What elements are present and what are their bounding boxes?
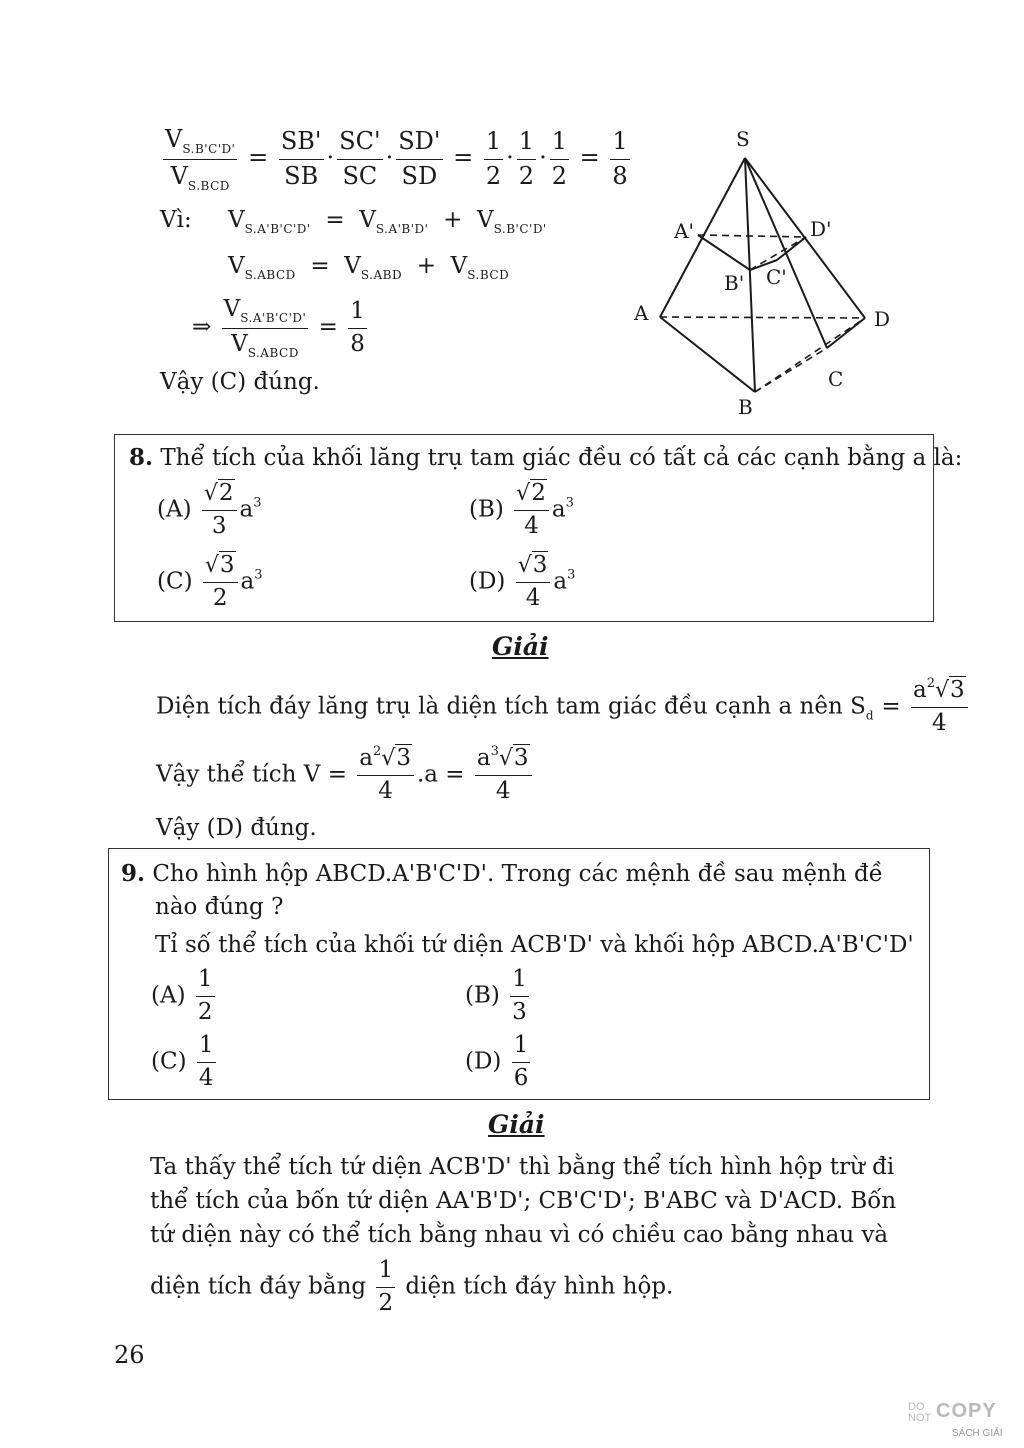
- question-8-text: 8. Thể tích của khối lăng trụ tam giác đều có tất cả các cạnh bằng a là:: [129, 444, 963, 471]
- solution-8-line-2: Vậy thể tích V = $\frac{a^2√3}{4}$ .a = $\frac{a^3√3}{4}$: [156, 744, 535, 807]
- equation-2: $V_{S.ABCD} = V_{S.ABD} + V_{S.BCD}$: [228, 253, 510, 282]
- label-d1: D': [810, 217, 832, 241]
- ratio-formula: $\frac{V_{S.B'C'D'}}{V_{S.BCD}}$ = $\frac{SB'}{SB}$ · $\frac{SC'}{SC}$ · $\frac{SD'}{SD}$ = $\frac{1}{2}$ · $\frac{1}{2}$ · $\frac{1}{2}$ = $\frac{1}{8}$: [165, 125, 628, 193]
- q9-option-c[interactable]: (C) $\frac{1}{4}$: [151, 1032, 214, 1091]
- question-9-text-1: 9. Cho hình hộp ABCD.A'B'C'D'. Trong các mệnh đề sau mệnh đề: [121, 860, 883, 887]
- q8-option-d[interactable]: (D) $\frac{√3}{4}$ $a^3$: [469, 552, 576, 611]
- equation-3: ⇒ $\frac{V_{S.A'B'C'D'}}{V_{S.ABCD}}$ = $\frac{1}{8}$: [192, 296, 365, 360]
- q9-option-a[interactable]: (A) $\frac{1}{2}$: [151, 966, 213, 1025]
- q8-option-c[interactable]: (C) $\frac{√3}{2}$ $a^3$: [157, 552, 263, 611]
- label-s: S: [736, 127, 750, 151]
- solution-9-heading: Giải: [488, 1110, 545, 1139]
- vi-label: Vì:: [160, 207, 192, 233]
- label-a1: A': [674, 219, 694, 243]
- solution-9-line-2: thể tích của bốn tứ diện AA'B'D'; CB'C'D'; B'ABC và D'ACD. Bốn: [150, 1188, 897, 1214]
- ratio-lhs: $\frac{V_{S.B'C'D'}}{V_{S.BCD}}$: [165, 125, 236, 193]
- question-9-text-3: Tỉ số thể tích của khối tứ diện ACB'D' và khối hộp ABCD.A'B'C'D': [155, 932, 914, 958]
- question-9-box: [108, 848, 930, 1100]
- label-d: D: [874, 307, 891, 331]
- conclusion-c: Vậy (C) đúng.: [160, 369, 320, 395]
- solution-8-heading: Giải: [492, 632, 549, 661]
- label-b1: B': [724, 271, 745, 295]
- solution-9-paragraph: [150, 1150, 930, 1319]
- page-number: 26: [114, 1341, 145, 1369]
- label-b: B: [738, 395, 753, 419]
- question-9-text-2: nào đúng ?: [155, 894, 284, 920]
- solution-8-line-1: Diện tích đáy lăng trụ là diện tích tam giác đều cạnh a nên $S_d$ = $\frac{a^2√3}{4}$: [156, 676, 971, 739]
- q8-option-b[interactable]: (B) $\frac{√2}{4}$ $a^3$: [469, 480, 574, 539]
- q9-option-d[interactable]: (D) $\frac{1}{6}$: [465, 1032, 529, 1091]
- label-a: A: [634, 301, 649, 325]
- conclusion-d: Vậy (D) đúng.: [156, 815, 317, 841]
- watermark-logo: DO NOT COPY SÁCH GIẢI: [908, 1400, 1003, 1439]
- solution-9-line-1: Ta thấy thể tích tứ diện ACB'D' thì bằng thể tích hình hộp trừ đi: [150, 1154, 895, 1180]
- label-c1: C': [766, 265, 787, 289]
- solution-9-line-3: tứ diện này có thể tích bằng nhau vì có chiều cao bằng nhau và: [150, 1222, 889, 1248]
- pyramid-figure: [620, 120, 910, 420]
- q9-option-b[interactable]: (B) $\frac{1}{3}$: [465, 966, 527, 1025]
- q8-option-a[interactable]: (A) $\frac{√2}{3}$ $a^3$: [157, 480, 262, 539]
- solution-9-line-4: diện tích đáy bằng $\frac{1}{2}$ diện tích đáy hình hộp.: [150, 1257, 674, 1316]
- question-8-box: [114, 434, 963, 622]
- label-c: C: [828, 367, 844, 391]
- equation-1: $V_{S.A'B'C'D'} = V_{S.A'B'D'} + V_{S.B'C'D'}$: [228, 207, 547, 236]
